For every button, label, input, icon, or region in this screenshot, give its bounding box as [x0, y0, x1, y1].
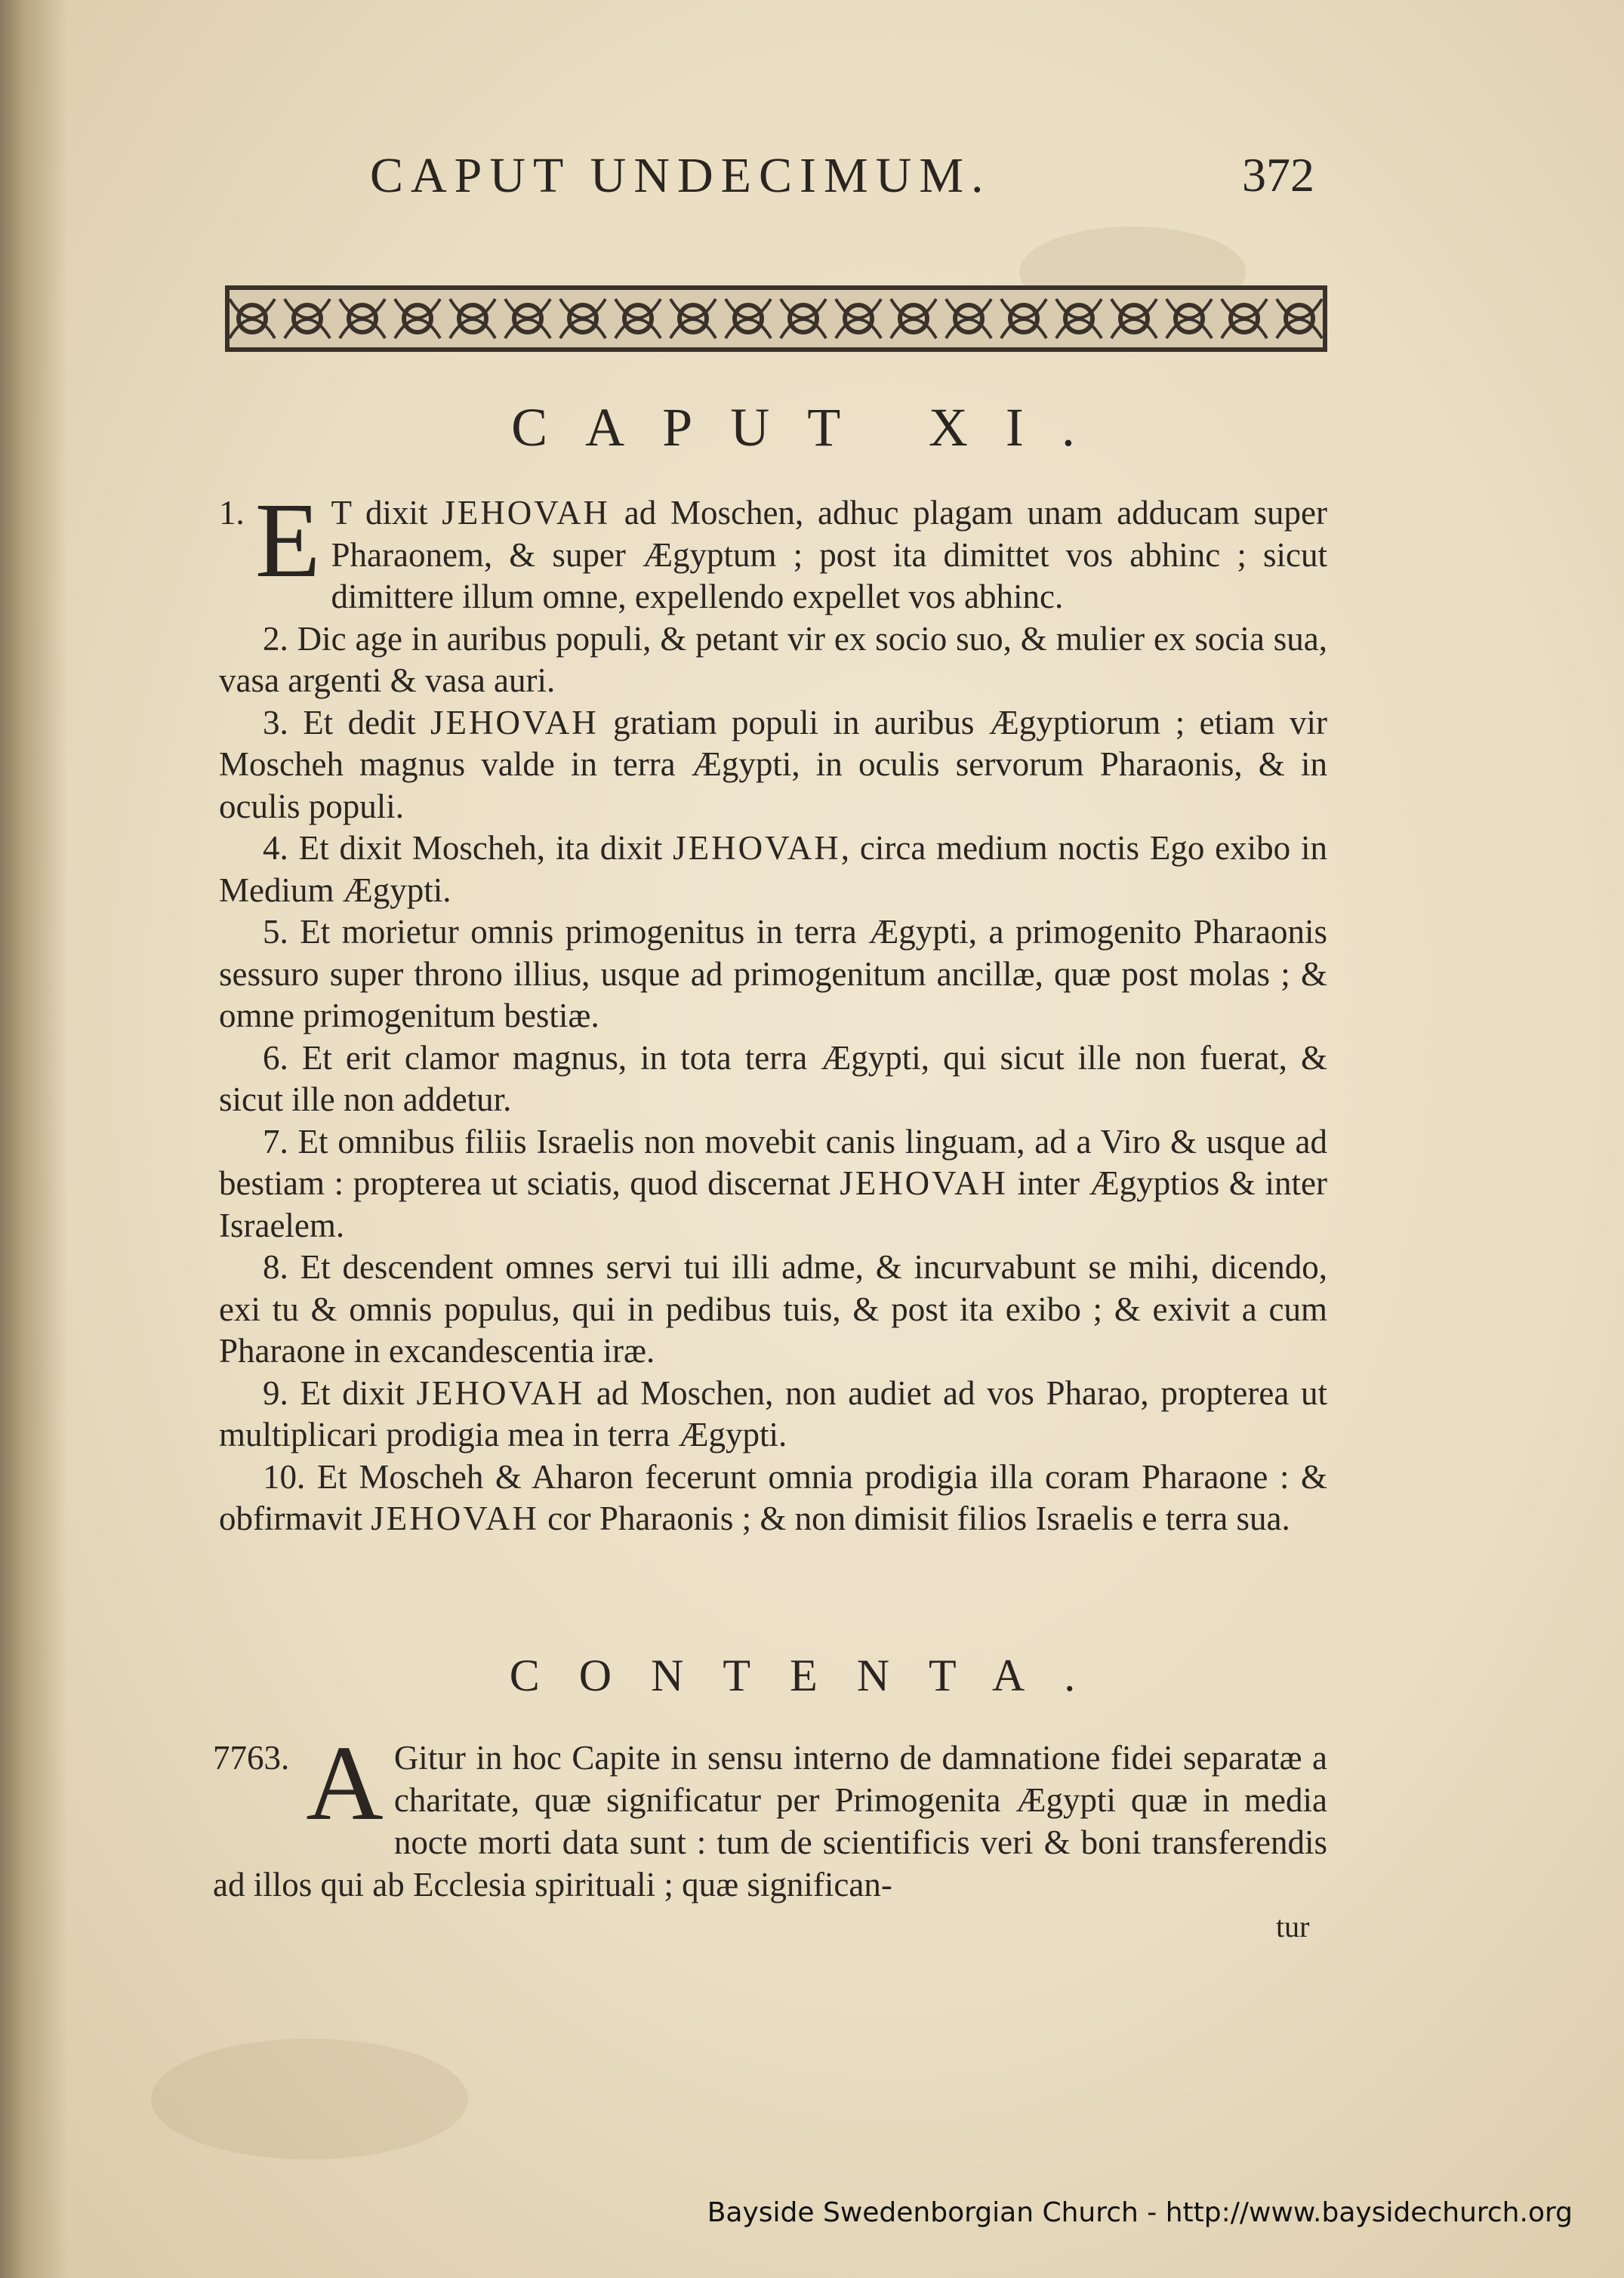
footer-credit: Bayside Swedenborgian Church - http://www.baysidechurch.org [707, 2197, 1573, 2228]
verse-number: 2. [263, 619, 288, 658]
verse-pre: Et omnibus filiis Israelis non movebit canis linguam, ad a Viro & usque ad bestiam : propterea ut sciatis, quod discernat [219, 1122, 1328, 1202]
divine-name: JEHOVAH [430, 703, 599, 741]
verse-text: cor Pharaonis ; & non dimisit filios Israelis e terra sua. [538, 1500, 1290, 1537]
chapter-heading: CAPUT XI. [511, 397, 1113, 458]
verse-5 [219, 911, 1327, 1037]
verse-pre: Et dixit [300, 1373, 417, 1412]
divine-name: JEHOVAH [673, 829, 841, 867]
verse-text: ad Moschen, adhuc plagam unam adducam super Pharaonem, & super Ægyptum ; post ita dimittet vos abhinc ; sicut dimittere illum omne, expellendo expellet vos abhinc. [331, 494, 1327, 615]
divine-name: JEHOVAH [371, 1500, 539, 1537]
contents-paragraph: Gitur in hoc Capite in sensu interno de damnatione fidei separatæ a charitate, quæ significatur per Primogenita Ægypti quæ in media nocte morti data sunt : tum de scientificis veri & boni transferendis ad illos qui ab Ecclesia spirituali ; quæ significan- [213, 1739, 1327, 1903]
paper-stain [151, 2039, 468, 2159]
verse-pre: Et dedit [303, 703, 431, 741]
verse-text: Et descendent omnes servi tui illi adme, & incurvabunt se mihi, dicendo, exi tu & omnis populus, qui in pedibus tuis, & post ita exibo ; & exivit a cum Pharaone in excandescentia iræ. [219, 1248, 1328, 1370]
verse-number: 1. [219, 494, 245, 532]
verse-3 [219, 702, 1327, 828]
divine-name: JEHOVAH [840, 1164, 1008, 1202]
verse-text: Et morietur omnis primogenitus in terra Ægypti, a primogenito Pharaonis sessuro super throno illius, usque ad primogenitum ancillæ, quæ post molas ; & omne primogenitum bestiæ. [219, 913, 1328, 1034]
contents-text [213, 1723, 1327, 1906]
verse-4 [219, 828, 1327, 911]
running-title: CAPUT UNDECIMUM. [370, 148, 991, 203]
verse-number: 7. [263, 1122, 288, 1161]
verse-number: 5. [263, 913, 288, 951]
drop-capital: A [306, 1723, 384, 1842]
contents-heading: CONTENTA. [509, 1651, 1115, 1700]
page-header [0, 147, 1624, 215]
verse-text: , circa medium noctis Ego exibo in Medium Ægypti. [219, 829, 1328, 909]
verse-number: 9. [263, 1373, 288, 1412]
verse-text: inter Ægyptios & inter Israelem. [219, 1164, 1327, 1244]
scripture-text [219, 480, 1328, 1540]
verse-text: gratiam populi in auribus Ægyptiorum ; etiam vir Moscheh magnus valde in terra Ægypti, in oculis servorum Pharaonis, & in oculis populi. [219, 703, 1328, 825]
drop-capital: E [254, 480, 321, 600]
verse-pre: Et dixit Moscheh, ita dixit [298, 829, 673, 867]
divine-name: JEHOVAH [442, 494, 610, 532]
verse-text: Dic age in auribus populi, & petant vir ex socio suo, & mulier ex socia sua, vasa argenti & vasa auri. [219, 619, 1328, 699]
verse-pre: Et Moscheh & Aharon fecerunt omnia prodigia illa coram Pharaone : & obfirmavit [219, 1457, 1328, 1537]
verse-lead: T dixit [331, 494, 428, 532]
verse-text: ad Moschen, non audiet ad vos Pharao, propterea ut multiplicari prodigia mea in terra Ægypti. [219, 1373, 1328, 1453]
verse-number: 6. [263, 1038, 288, 1077]
verse-10 [219, 1457, 1327, 1540]
divine-name: JEHOVAH [416, 1373, 585, 1412]
verse-1 [219, 480, 1327, 618]
verse-number: 4. [263, 829, 288, 867]
verse-number: 8. [263, 1248, 288, 1286]
verse-8 [219, 1247, 1327, 1373]
verse-text: Et erit clamor magnus, in tota terra Ægypti, qui sicut ille non fuerat, & sicut ille non addetur. [219, 1038, 1327, 1118]
paragraph-number: 7763. [213, 1739, 290, 1777]
page-gutter-shadow [0, 0, 68, 2278]
verse-6 [219, 1037, 1327, 1121]
verse-number: 3. [263, 703, 288, 741]
verse-2 [219, 618, 1327, 702]
verse-9 [219, 1373, 1327, 1457]
verse-number: 10. [263, 1457, 306, 1496]
page-number: 372 [1242, 148, 1314, 202]
verse-7 [219, 1121, 1327, 1247]
catchword: tur [1276, 1910, 1310, 1944]
decorative-headpiece [225, 285, 1327, 352]
